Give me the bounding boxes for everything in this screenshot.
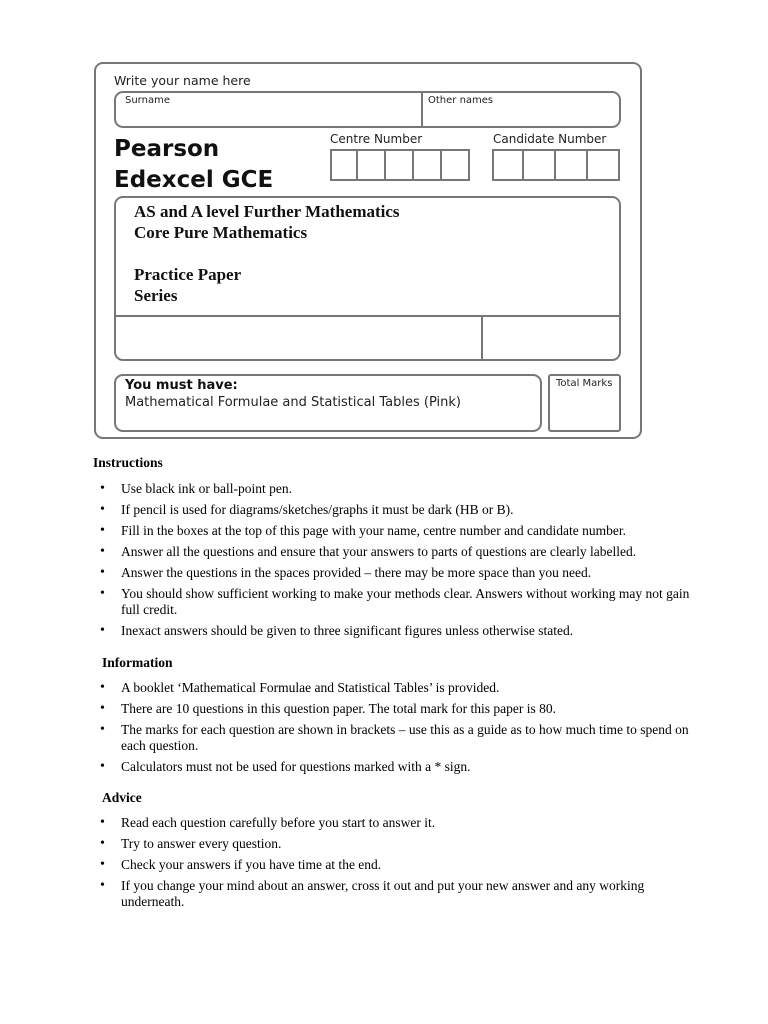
brand-line-2: Edexcel GCE <box>114 167 274 193</box>
surname-field-label: Surname <box>125 95 170 106</box>
candidate-number-label: Candidate Number <box>493 132 607 146</box>
total-marks-box <box>548 374 621 432</box>
name-box <box>114 91 621 128</box>
list-item: • Answer all the questions and ensure that your answers to parts of questions are clearly labelled. <box>100 544 690 560</box>
list-item: • Use black ink or ball-point pen. <box>100 481 690 497</box>
list-item: • Check your answers if you have time at the end. <box>100 857 690 873</box>
candidate-digit-box <box>524 149 556 181</box>
list-item: • You should show sufficient working to make your methods clear. Answers without working may not gain full credit. <box>100 586 690 618</box>
information-heading: Information <box>102 655 173 670</box>
title-divider <box>116 315 619 317</box>
candidate-digit-box <box>492 149 524 181</box>
paper-title-line-3: Practice Paper <box>134 265 242 284</box>
list-item: • A booklet ‘Mathematical Formulae and Statistical Tables’ is provided. <box>100 680 690 696</box>
brand-line-1: Pearson <box>114 136 220 162</box>
instructions-heading: Instructions <box>93 455 163 470</box>
instructions-list <box>100 481 690 639</box>
list-item: • There are 10 questions in this question paper. The total mark for this paper is 80. <box>100 701 690 717</box>
must-have-heading: You must have: <box>125 378 238 393</box>
total-marks-label: Total Marks <box>556 378 613 389</box>
list-item: • Read each question carefully before you start to answer it. <box>100 815 690 831</box>
candidate-digit-box <box>588 149 620 181</box>
name-divider <box>421 91 423 128</box>
centre-digit-box <box>414 149 442 181</box>
list-item: • Fill in the boxes at the top of this page with your name, centre number and candidate number. <box>100 523 690 539</box>
candidate-number-boxes <box>492 149 620 181</box>
advice-list <box>100 815 690 910</box>
list-item: • If you change your mind about an answer, cross it out and put your new answer and any working underneath. <box>100 878 690 910</box>
list-item: • The marks for each question are shown in brackets – use this as a guide as to how much time to spend on each question. <box>100 722 690 754</box>
centre-digit-box <box>442 149 470 181</box>
candidate-digit-box <box>556 149 588 181</box>
centre-digit-box <box>386 149 414 181</box>
centre-digit-box <box>358 149 386 181</box>
centre-number-label: Centre Number <box>330 132 423 146</box>
paper-title-box <box>114 196 621 361</box>
other-names-field-label: Other names <box>428 95 494 106</box>
information-list <box>100 680 690 775</box>
title-vertical-divider <box>481 315 483 359</box>
centre-digit-box <box>330 149 358 181</box>
cover-sheet <box>94 62 642 439</box>
list-item: • If pencil is used for diagrams/sketches/graphs it must be dark (HB or B). <box>100 502 690 518</box>
list-item: • Answer the questions in the spaces provided – there may be more space than you need. <box>100 565 690 581</box>
paper-title-line-4: Series <box>134 286 178 305</box>
exam-board-logo <box>114 134 273 196</box>
list-item: • Calculators must not be used for questions marked with a * sign. <box>100 759 690 775</box>
paper-title-line-1: AS and A level Further Mathematics <box>134 202 400 221</box>
paper-title-line-2: Core Pure Mathematics <box>134 223 308 242</box>
must-have-text: Mathematical Formulae and Statistical Tables (Pink) <box>125 395 461 410</box>
centre-number-boxes <box>330 149 470 181</box>
list-item: • Try to answer every question. <box>100 836 690 852</box>
advice-heading: Advice <box>102 790 142 805</box>
write-name-label: Write your name here <box>114 73 251 88</box>
must-have-box <box>114 374 542 432</box>
list-item: • Inexact answers should be given to three significant figures unless otherwise stated. <box>100 623 690 639</box>
